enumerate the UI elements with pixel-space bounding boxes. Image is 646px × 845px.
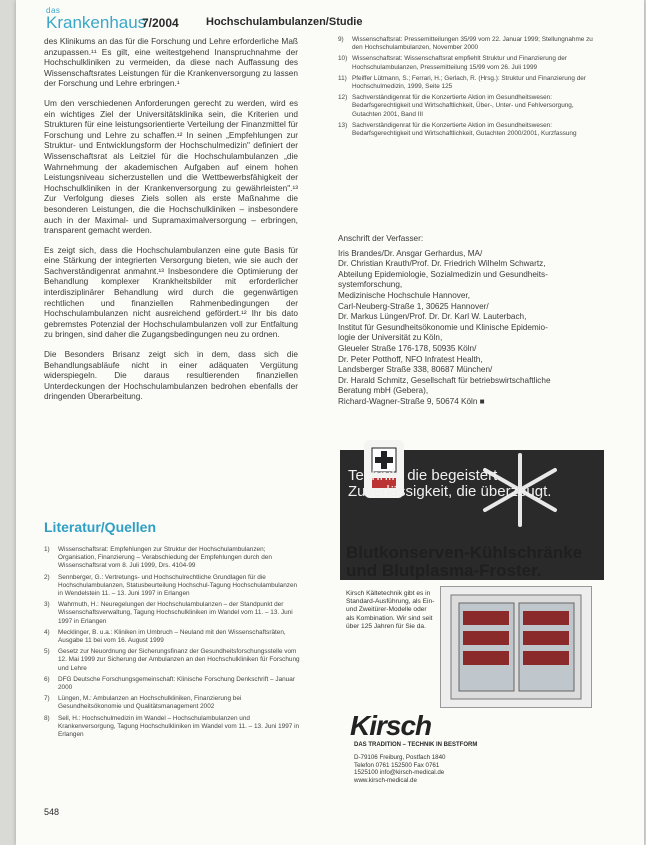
reference-item bbox=[44, 629, 300, 645]
address-line: Richard-Wagner-Straße 9, 50674 Köln ■ bbox=[338, 396, 485, 406]
address-line: Iris Brandes/Dr. Ansgar Gerhardus, MA/ bbox=[338, 248, 483, 258]
reference-item bbox=[44, 648, 300, 673]
address-line: Gleueler Straße 176-178, 50935 Köln/ bbox=[338, 343, 477, 353]
reference-item bbox=[44, 715, 300, 740]
issue-number: 7/2004 bbox=[142, 16, 179, 30]
reference-number: 9) bbox=[338, 36, 344, 43]
reference-number: 12) bbox=[338, 94, 348, 102]
reference-number: 2) bbox=[44, 573, 50, 581]
reference-text: Wissenschaftsrat: Wissenschaftsrat empfiehlt Struktur und Finanzierung der Hochschulambulanzen, Pressemitteilung 15/99 vom 26. Juli 1999 bbox=[352, 55, 567, 71]
address-line: systemforschung, bbox=[338, 280, 403, 290]
reference-number: 6) bbox=[44, 675, 50, 683]
reference-item bbox=[338, 122, 602, 138]
reference-text: DFG Deutsche Forschungsgemeinschaft: Klinische Forschung Denkschrift – Januar 2000 bbox=[58, 675, 295, 692]
left-column-text bbox=[44, 36, 298, 411]
literature-heading: Literatur/Quellen bbox=[44, 519, 157, 535]
address-line: Carl-Neuberg-Straße 1, 30625 Hannover/ bbox=[338, 301, 489, 311]
reference-number: 13) bbox=[338, 121, 348, 129]
reference-item bbox=[338, 36, 602, 52]
page-number: 548 bbox=[44, 807, 60, 817]
reference-list bbox=[44, 546, 300, 742]
address-line: Beratung mbH (Gebera), bbox=[338, 386, 429, 396]
reference-text: Gesetz zur Neuordnung der Sicherungsfinanz der Gesundheitsforschungsstelle vom 12. Mai 1999 zur Sicherung der Ambulanzen an den Hochschulkliniken für Forschung und Lehre bbox=[58, 648, 300, 672]
paragraph-4: Die Besonders Brisanz zeigt sich in dem, dass sich die Behandlungsabläufe nicht in einer adäquaten Vergütung widerspiegeln. Die daraus resultierenden finanziellen Unterdeckungen der Hochschulambulanzen bedrohen ebenfalls der dringenden Überarbeitung. bbox=[44, 349, 298, 402]
reference-text: Wissenschaftsrat: Pressemitteilungen 35/99 vom 22. Januar 1999; Stellungnahme zu den Hochschulambulanzen, November 2000 bbox=[352, 36, 593, 52]
ad-body: Kirsch Kältetechnik gibt es in Standard-Ausführung, als Ein- und Zweitürer-Modelle oder als Kombination. Wir sind seit über 125 Jahren für Sie da. bbox=[346, 590, 435, 630]
reference-text: Pfeiffer Lütmann, S.; Ferrari, H.; Gerlach, R. (Hrsg.): Struktur und Finanzierung der Hochschulmedizin, 1999, Seite 125 bbox=[352, 74, 586, 91]
paragraph-1: des Klinikums an das für die Forschung und Lehre erforderliche Maß anzupassen.¹¹ Es gilt, eine weitestgehend Inanspruchnahme der Hochschulkliniken zu vermeiden, da diese nach Auffassung des Wissenschaftsrates Leistungen für die Krankenversorgung zu lassen der Forschung und Lehre erbringen.¹ bbox=[44, 36, 298, 89]
address-line: Medizinische Hochschule Hannover, bbox=[338, 290, 470, 300]
paragraph-3: Es zeigt sich, dass die Hochschulambulanzen eine gute Basis für eine Stärkung der integrierten Versorgung bieten, wie sie auch der Sachverständigenrat anmahnt.¹³ Insbesondere die Optimierung der Behandlung komplexer Krankheitsbilder mit erforderlicher interdisziplinärer Behandlung wird durch die gegenwärtigen rechtlichen und finanziellen Rahmenbedingungen der Hochschulambulanzen nicht ausreichend gefördert.¹² Ihr bis dato gebremstes Potenzial der Hochschulambulanzen voll zur Entfaltung zu bringen, sind daher die Zugangsbedingungen neu zu ordnen. bbox=[44, 244, 298, 340]
reference-number: 3) bbox=[44, 601, 50, 609]
address-line: Dr. Markus Lüngen/Prof. Dr. Dr. Karl W. Lauterbach, bbox=[338, 312, 527, 322]
reference-item bbox=[44, 676, 300, 692]
reference-item bbox=[44, 546, 300, 571]
refrigerator-image bbox=[440, 586, 592, 708]
reference-item bbox=[338, 94, 602, 119]
logo-das: das bbox=[46, 6, 61, 15]
reference-number: 7) bbox=[44, 695, 50, 703]
reference-number: 1) bbox=[44, 546, 50, 553]
reference-list-continued bbox=[338, 36, 602, 141]
author-address bbox=[338, 234, 604, 408]
reference-text: Sachverständigenrat für die Konzertierte Aktion im Gesundheitswesen: Bedarfsgerechtigkeit und Wirtschaftlichkeit, Gutachten 2000/2001, Kurzfassung bbox=[352, 121, 577, 138]
reference-text: Sell, H.: Hochschulmedizin im Wandel – Hochschulambulanzen und Krankenversorgung, Tagung Hochschulkliniken im Wandel vom 11. – 13. Juni 1997 in Erlangen bbox=[58, 714, 300, 739]
address-line: Landsberger Straße 338, 80687 München/ bbox=[338, 365, 493, 375]
reference-item bbox=[44, 601, 300, 626]
address-line: Dr. Harald Schmitz, Gesellschaft für betriebswirtschaftliche bbox=[338, 375, 551, 385]
reference-text: Lüngen, M.: Ambulanzen an Hochschulkliniken, Finanzierung bei Gesundheitsökonomie und Qualitätsmanagement 2002 bbox=[58, 695, 242, 711]
address-line: logie der Universität zu Köln, bbox=[338, 333, 443, 343]
reference-text: Wahrmuth, H.: Neuregelungen der Hochschulambulanzen – der Standpunkt der Wissenschaftsverwaltung, Tagung Hochschulkliniken im Wandel vom 11. – 13. Juni 1997 in Erlangen bbox=[58, 601, 293, 625]
ad-tagline: DAS TRADITION – TECHNIK IN BESTFORM bbox=[354, 742, 478, 748]
reference-item bbox=[338, 55, 602, 71]
reference-text: Sennberger, G.: Vertretungs- und Hochschulrechtliche Grundlagen für die Hochschulambulanzen, Statusbeurteilung Hochschul-Tagung Hochschulambulanzen in Wendelstein 11. – 13. Juni 1997 in Erlangen bbox=[58, 573, 298, 598]
reference-number: 8) bbox=[44, 714, 50, 722]
reference-text: Sachverständigenrat für die Konzertierte Aktion im Gesundheitswesen: Bedarfsgerechtigkeit und Wirtschaftlichkeit, Über-, Unter- und Fehlversorgung, Gutachten 2001, Band III bbox=[352, 94, 574, 118]
reference-text: Wissenschaftsrat: Empfehlungen zur Struktur der Hochschulambulanzen; Organisation, Finanzierung – Verabschiedung der Empfehlungen durch den Wissenschaftsrat vom 8. Juli 1999, Drs. 4104-99 bbox=[58, 546, 272, 570]
reference-number: 11) bbox=[338, 74, 347, 82]
address-line: Institut für Gesundheitsökonomie und Klinische Epidemio- bbox=[338, 322, 548, 332]
paragraph-2: Um den verschiedenen Anforderungen gerecht zu werden, wird es ein wichtiges Ziel der Universitätsklinika sein, die Kriterien und Strukturen für eine leistungsorientierte Verteilung der Finanzmittel für Forschung und Lehre zu schaffen.¹² In seinen „Empfehlungen zur Struktur- und Entwicklungsform der Hochschulmedizin" definiert der Wissenschaftsrat als Leitziel für die Hochschulambulanzen „die Wahrnehmung der akademischen Aufgaben auf einem hohen Leistungsniveau sicherzustellen und die Wettbewerbsfähigkeit der Hochschulkliniken in der Krankenversorgung zu gewährleisten".¹³ Zur Verfolgung dieses Ziels sollen als erste Maßnahme die besonderen Leistungen, die die Hochschulkliniken – insbesondere auch in der Maximal- und Supramaximalversorgung – erbringen, transparent gemacht werden. bbox=[44, 97, 298, 236]
ad-headline: Technik, die begeistert. Zuverlässigkeit, die überzeugt. bbox=[348, 467, 552, 500]
advertisement bbox=[340, 467, 604, 830]
address-line: Dr. Christian Krauth/Prof. Dr. Friedrich Wilhelm Schwartz, bbox=[338, 259, 546, 269]
logo-krankenhaus: Krankenhaus bbox=[46, 13, 147, 32]
reference-item bbox=[44, 574, 300, 599]
reference-number: 4) bbox=[44, 628, 50, 636]
reference-item bbox=[338, 75, 602, 91]
address-line: Dr. Peter Potthoff, NFO Infratest Health, bbox=[338, 354, 483, 364]
ad-contact: D-79106 Freiburg, Postfach 1840 Telefon 0761 152500 Fax 0761 1525100 info@kirsch-medical.de www.kirsch-medical.de bbox=[354, 754, 446, 784]
address-line: Anschrift der Verfasser: bbox=[338, 234, 424, 243]
address-line: Abteilung Epidemiologie, Sozialmedizin und Gesundheits- bbox=[338, 269, 548, 279]
section-title: Hochschulambulanzen/Studie bbox=[206, 16, 363, 28]
reference-number: 10) bbox=[338, 55, 348, 63]
reference-number: 5) bbox=[44, 648, 50, 656]
reference-text: Mecklinger, B. u.a.: Kliniken im Umbruch – Neuland mit den Wissenschaftsräten, Ausgabe 11 bei vom 16. August 1999 bbox=[58, 628, 286, 645]
ad-product: Blutkonserven-Kühlschränke und Blutplasma-Froster. bbox=[346, 543, 583, 580]
ad-logo: Kirsch bbox=[350, 710, 432, 741]
reference-item bbox=[44, 695, 300, 711]
